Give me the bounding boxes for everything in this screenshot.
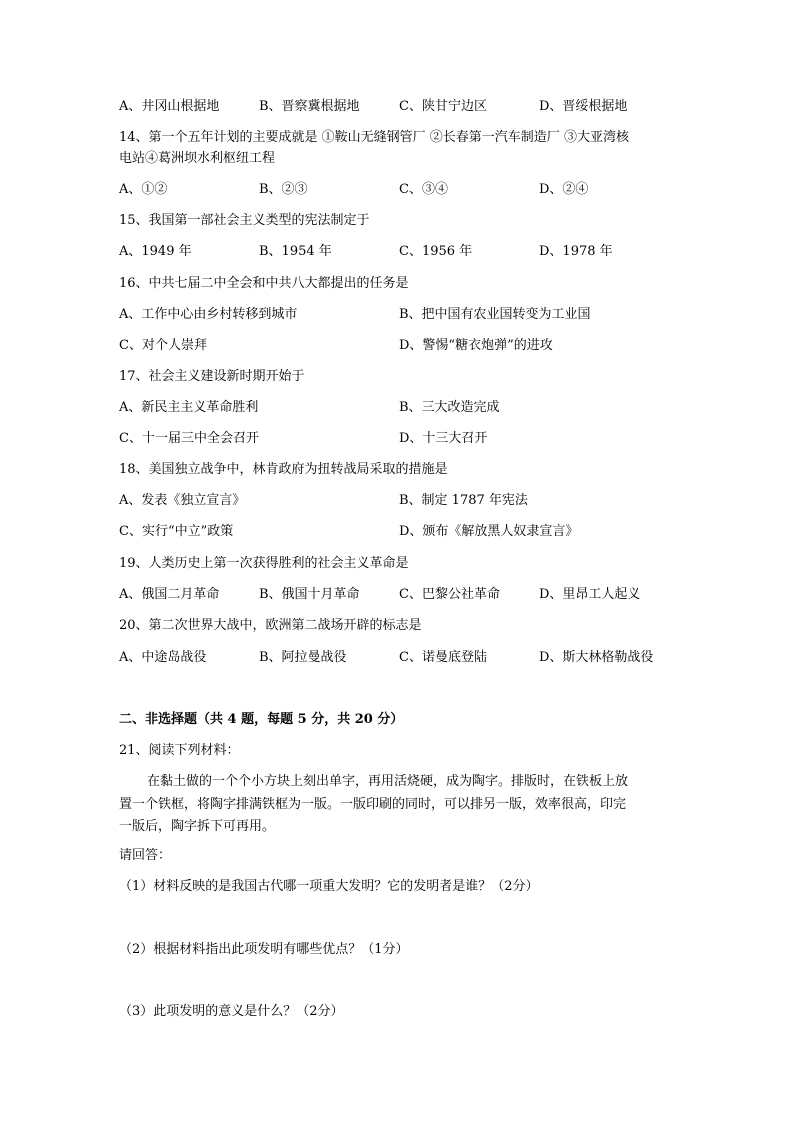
q16-option-a: A、工作中心由乡村转移到城市 — [119, 307, 298, 322]
q20-option-d: D、斯大林格勒战役 — [539, 650, 654, 665]
q20-options — [119, 648, 679, 668]
q20-stem: 20、第二次世界大战中，欧洲第二战场开辟的标志是 — [119, 618, 422, 633]
q18-stem: 18、美国独立战争中，林肯政府为扭转战局采取的措施是 — [119, 462, 448, 477]
q17-option-a: A、新民主主义革命胜利 — [119, 400, 259, 415]
q17-options-row2 — [119, 429, 679, 449]
q16-stem: 16、中共七届二中全会和中共八大都提出的任务是 — [119, 276, 409, 291]
q19-stem: 19、人类历史上第一次获得胜利的社会主义革命是 — [119, 556, 409, 571]
q19-option-a: A、俄国二月革命 — [119, 587, 220, 602]
q20-option-b: B、阿拉曼战役 — [259, 650, 347, 665]
q16-options-row2 — [119, 336, 679, 356]
q15-options — [119, 242, 679, 262]
q21-material-line1: 在黏土做的一个个小方块上刻出单字，再用活烧硬，成为陶字。排版时，在铁板上放 — [147, 774, 629, 789]
q16-options-row1 — [119, 305, 679, 325]
q21-subquestion-2: （2）根据材料指出此项发明有哪些优点？（1分） — [119, 942, 409, 957]
q20-option-a: A、中途岛战役 — [119, 650, 207, 665]
q16-option-b: B、把中国有农业国转变为工业国 — [399, 307, 591, 322]
q15-option-a: A、1949 年 — [119, 244, 192, 259]
q18-options-row1 — [119, 491, 679, 511]
q19-option-d: D、里昂工人起义 — [539, 587, 641, 602]
q13-option-d: D、晋绥根据地 — [539, 99, 628, 114]
q19-options — [119, 585, 679, 605]
q14-option-b: B、②③ — [259, 182, 308, 197]
q13-option-c: C、陕甘宁边区 — [399, 99, 487, 114]
q16-option-d: D、警惕“糖衣炮弹”的进攻 — [399, 338, 553, 353]
q18-option-d: D、颁布《解放黑人奴隶宣言》 — [399, 524, 579, 539]
q16-option-c: C、对个人崇拜 — [119, 338, 207, 353]
q17-option-b: B、三大改造完成 — [399, 400, 500, 415]
q14-option-c: C、③④ — [399, 182, 448, 197]
q18-option-a: A、发表《独立宣言》 — [119, 493, 246, 508]
q14-stem-line1: 14、第一个五年计划的主要成就是 ①鞍山无缝钢管厂 ②长春第一汽车制造厂 ③大亚湾核 — [119, 130, 629, 145]
q19-option-b: B、俄国十月革命 — [259, 587, 360, 602]
q18-options-row2 — [119, 522, 679, 542]
q21-stem: 21、阅读下列材料： — [119, 743, 240, 758]
q14-option-d: D、②④ — [539, 182, 589, 197]
q21-material-line2: 置一个铁框，将陶字排满铁框为一版。一版印刷的同时，可以排另一版，效率很高，印完 — [119, 797, 627, 812]
q21-material-line3: 一版后，陶字拆下可再用。 — [119, 819, 276, 834]
q13-option-a: A、井冈山根据地 — [119, 99, 220, 114]
q15-option-d: D、1978 年 — [539, 244, 613, 259]
q15-option-c: C、1956 年 — [399, 244, 473, 259]
section-heading: 二、非选择题（共 4 题，每题 5 分，共 20 分） — [119, 712, 404, 727]
q13-options — [119, 97, 679, 117]
q18-option-b: B、制定 1787 年宪法 — [399, 493, 528, 508]
q15-option-b: B、1954 年 — [259, 244, 332, 259]
q21-subquestion-1: （1）材料反映的是我国古代哪一项重大发明？它的发明者是谁？（2分） — [119, 879, 539, 894]
q15-stem: 15、我国第一部社会主义类型的宪法制定于 — [119, 213, 370, 228]
q21-prompt: 请回答： — [119, 848, 172, 863]
q14-options — [119, 180, 679, 200]
q17-option-d: D、十三大召开 — [399, 431, 488, 446]
q17-stem: 17、社会主义建设新时期开始于 — [119, 369, 305, 384]
q17-options-row1 — [119, 398, 679, 418]
q14-option-a: A、①② — [119, 182, 168, 197]
q18-option-c: C、实行“中立”政策 — [119, 524, 234, 539]
q17-option-c: C、十一届三中全会召开 — [119, 431, 259, 446]
q14-stem-line2: 电站④葛洲坝水利枢纽工程 — [119, 151, 276, 166]
q20-option-c: C、诺曼底登陆 — [399, 650, 487, 665]
q13-option-b: B、晋察冀根据地 — [259, 99, 360, 114]
q21-subquestion-3: （3）此项发明的意义是什么？（2分） — [119, 1004, 344, 1019]
q19-option-c: C、巴黎公社革命 — [399, 587, 500, 602]
